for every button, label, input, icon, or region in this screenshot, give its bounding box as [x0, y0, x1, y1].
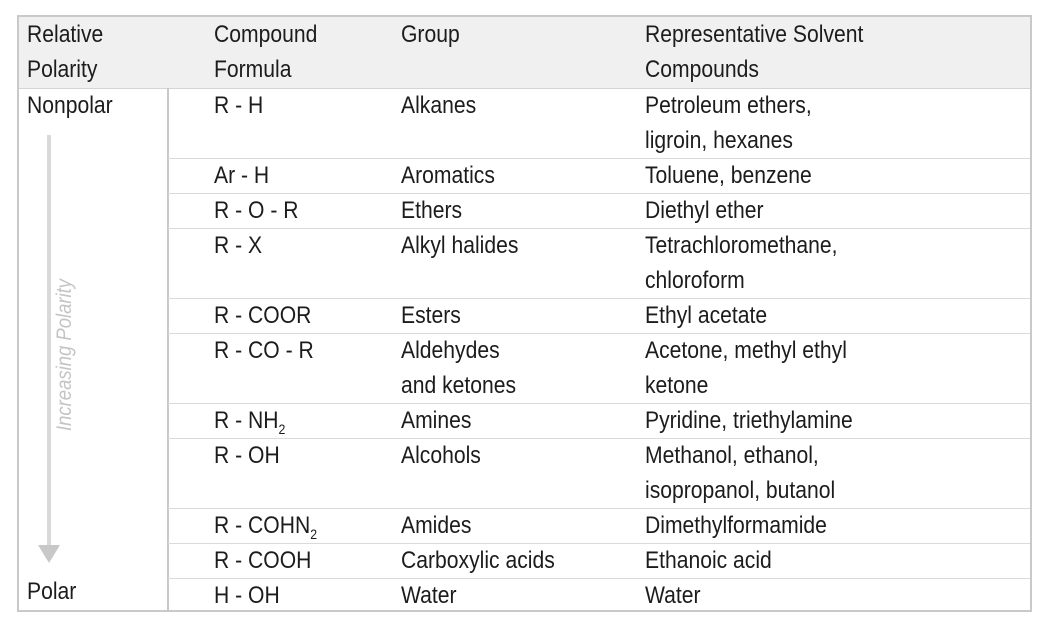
row-formula: [214, 228, 262, 263]
header-group: Group: [401, 21, 460, 48]
solvent-line: isopropanol, butanol: [645, 477, 836, 504]
row-solvents: [645, 438, 835, 508]
solvent-line: chloroform: [645, 267, 745, 294]
header-relative-polarity: [27, 17, 103, 87]
row-divider: [168, 438, 1030, 439]
group-line: Water: [401, 582, 457, 609]
header-solvents-line2: Compounds: [645, 56, 759, 83]
solvent-line: Water: [645, 582, 701, 609]
solvent-line: Methanol, ethanol,: [645, 442, 819, 469]
row-group: [401, 438, 481, 473]
row-group: [401, 508, 471, 543]
solvent-line: Ethyl acetate: [645, 302, 768, 329]
row-group: [401, 193, 462, 228]
row-formula: [214, 158, 269, 193]
label-nonpolar: Nonpolar: [27, 92, 113, 119]
solvent-line: Acetone, methyl ethyl: [645, 337, 847, 364]
polarity-arrow-shaft: [47, 135, 51, 547]
group-line: Alkyl halides: [401, 232, 519, 259]
group-line: Ethers: [401, 197, 463, 224]
formula-text: R - CO - R: [214, 337, 314, 364]
row-solvents: [645, 158, 812, 193]
row-formula: [214, 333, 314, 368]
solvent-line: ligroin, hexanes: [645, 127, 793, 154]
formula-text: R - X: [214, 232, 263, 259]
header-solvents: [645, 17, 863, 87]
formula-text: H - OH: [214, 582, 280, 609]
group-line: and ketones: [401, 372, 517, 399]
solvent-line: Dimethylformamide: [645, 512, 827, 539]
label-polar: Polar: [27, 578, 77, 605]
row-formula: [214, 403, 285, 438]
group-line: Amines: [401, 407, 472, 434]
row-formula: [214, 193, 298, 228]
formula-text: R - COOR: [214, 302, 312, 329]
row-solvents: [645, 298, 767, 333]
header-compound-formula-line1: Compound: [214, 21, 318, 48]
solvent-line: ketone: [645, 372, 709, 399]
row-solvents: [645, 403, 853, 438]
group-line: Alkanes: [401, 92, 477, 119]
row-group: [401, 578, 457, 613]
solvent-line: Ethanoic acid: [645, 547, 772, 574]
header-compound-formula-line2: Formula: [214, 56, 292, 83]
row-solvents: [645, 333, 847, 403]
row-group: [401, 88, 476, 123]
solvent-line: Toluene, benzene: [645, 162, 812, 189]
row-solvents: [645, 578, 701, 613]
formula-text: Ar - H: [214, 162, 270, 189]
header-compound-formula: [214, 17, 317, 87]
row-formula: [214, 298, 311, 333]
row-group: [401, 228, 518, 263]
row-group: [401, 543, 555, 578]
formula-text: R - OH: [214, 442, 280, 469]
row-group: [401, 158, 495, 193]
row-divider: [168, 403, 1030, 404]
table-header: [19, 17, 1030, 89]
row-group: [401, 333, 516, 403]
solvent-line: Petroleum ethers,: [645, 92, 812, 119]
header-relative-polarity-line2: Polarity: [27, 56, 98, 83]
polarity-arrow-head-icon: [38, 545, 60, 563]
row-solvents: [645, 543, 772, 578]
solvent-line: Pyridine, triethylamine: [645, 407, 853, 434]
row-formula: [214, 88, 263, 123]
group-line: Amides: [401, 512, 472, 539]
formula-text: R - COOH: [214, 547, 312, 574]
row-group: [401, 298, 461, 333]
column-divider: [167, 88, 169, 612]
formula-text: R - H: [214, 92, 264, 119]
row-solvents: [645, 193, 764, 228]
group-line: Carboxylic acids: [401, 547, 555, 574]
header-solvents-line1: Representative Solvent: [645, 21, 864, 48]
formula-text: R - COHN: [214, 512, 311, 539]
group-line: Aromatics: [401, 162, 495, 189]
group-line: Esters: [401, 302, 461, 329]
header-relative-polarity-line1: Relative: [27, 21, 104, 48]
row-group: [401, 403, 471, 438]
row-divider: [168, 228, 1030, 229]
row-solvents: [645, 508, 827, 543]
formula-subscript: 2: [278, 421, 286, 437]
row-divider: [168, 158, 1030, 159]
row-formula: [214, 543, 311, 578]
row-solvents: [645, 88, 812, 158]
formula-subscript: 2: [310, 526, 318, 542]
row-formula: [214, 438, 280, 473]
row-formula: [214, 508, 317, 543]
polarity-table: [17, 15, 1032, 612]
formula-text: R - NH: [214, 407, 279, 434]
row-solvents: [645, 228, 838, 298]
polarity-arrow-label: Increasing Polarity: [53, 278, 76, 432]
row-formula: [214, 578, 280, 613]
solvent-line: Diethyl ether: [645, 197, 764, 224]
solvent-line: Tetrachloromethane,: [645, 232, 838, 259]
row-divider: [168, 578, 1030, 579]
group-line: Alcohols: [401, 442, 481, 469]
formula-text: R - O - R: [214, 197, 299, 224]
group-line: Aldehydes: [401, 337, 500, 364]
